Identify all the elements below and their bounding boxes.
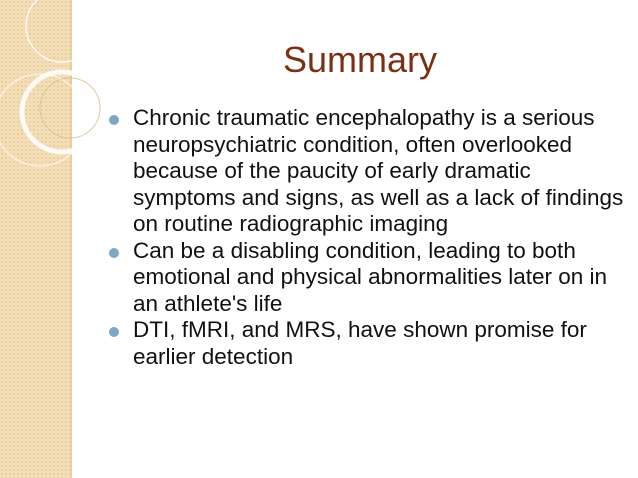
bullet-dot-icon [109,115,119,125]
bullet-text: Chronic traumatic encephalopathy is a serious neuropsychiatric condition, often overlooked because of the paucity of early dramatic symptoms and signs, as well as a lack of findings on routine radiographic imaging [133,105,624,236]
bullet-item [105,317,625,370]
bullet-text: Can be a disabling condition, leading to both emotional and physical abnormalities later on in an athlete's life [133,237,608,316]
bullet-dot-icon [109,248,119,258]
bullet-list [105,105,625,370]
bullet-item [105,105,625,238]
bullet-text: DTI, fMRI, and MRS, have shown promise for earlier detection [133,317,587,369]
slide-title: Summary [282,39,438,80]
bullet-dot-icon [109,327,119,337]
bullet-item [105,238,625,318]
